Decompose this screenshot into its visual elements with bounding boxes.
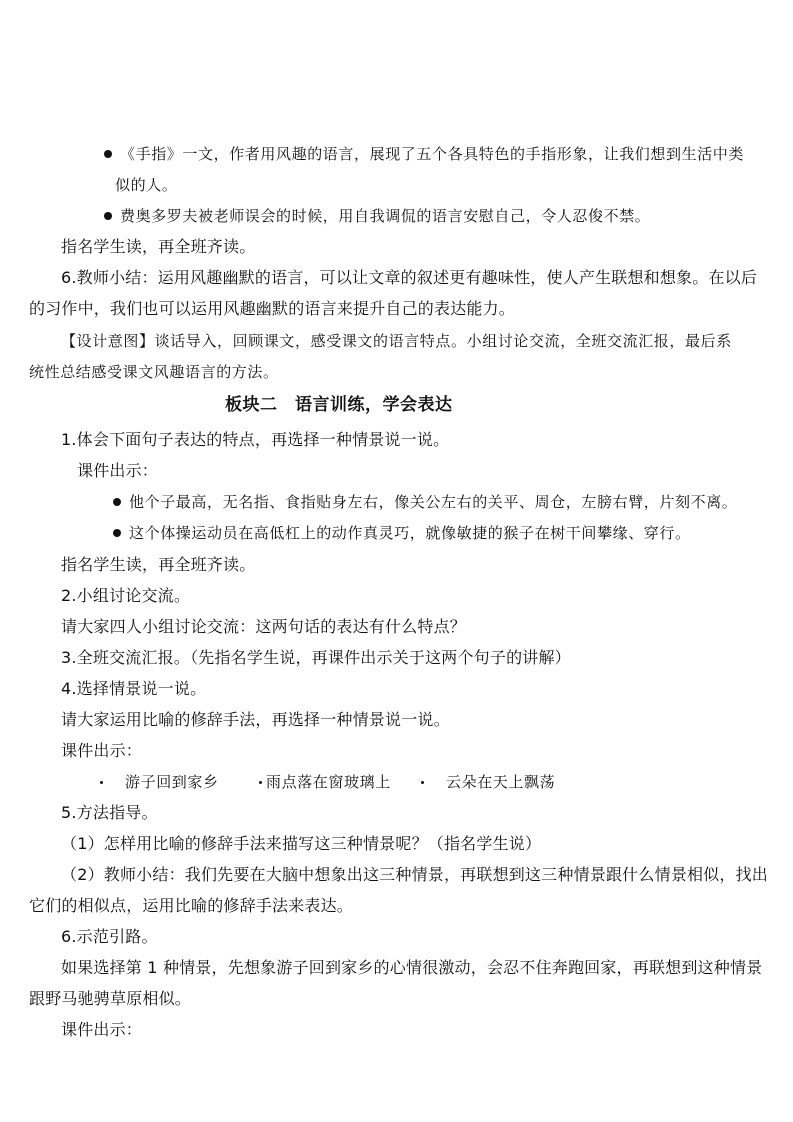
scene-text: 游子回到家乡 — [125, 773, 219, 791]
bullet-text: 《手指》一文，作者用风趣的语言，展现了五个各具特色的手指形象，让我们想到生活中类 — [120, 145, 745, 163]
bullet-item — [104, 204, 650, 228]
paragraph: 6.教师小结：运用风趣幽默的语言，可以让文章的叙述更有趣味性，使人产生联想和想象。在以后 — [61, 268, 758, 287]
design-intent-continuation: 统性总结感受课文风趣语言的方法。 — [29, 363, 279, 381]
paragraph-continuation: 跟野马驰骋草原相似。 — [29, 989, 192, 1008]
paragraph-continuation: 的习作中，我们也可以运用风趣幽默的语言来提升自己的表达能力。 — [29, 299, 516, 318]
paragraph: 6.示范引路。 — [61, 927, 158, 946]
paragraph: 如果选择第 1 种情景，先想象游子回到家乡的心情很激动，会忍不住奔跑回家，再联想到这种情景 — [61, 958, 763, 977]
scene-item — [259, 770, 391, 794]
paragraph: 课件出示： — [77, 461, 159, 480]
dot-icon — [100, 781, 103, 784]
scene-text: 云朵在天上飘荡 — [446, 773, 556, 791]
bullet-dot-icon — [113, 529, 121, 537]
paragraph-continuation: 它们的相似点，运用比喻的修辞手法来表达。 — [29, 896, 354, 915]
bullet-text: 这个体操运动员在高低杠上的动作真灵巧，就像敏捷的猴子在树干间攀缘、穿行。 — [129, 524, 691, 542]
dot-icon — [259, 781, 262, 784]
bullet-dot-icon — [104, 212, 112, 220]
paragraph: 请大家四人小组讨论交流：这两句话的表达有什么特点？ — [61, 617, 467, 636]
scene-item — [421, 770, 555, 794]
bullet-dot-icon — [113, 498, 121, 506]
section-title: 板块二 语言训练，学会表达 — [225, 395, 453, 415]
paragraph: 5.方法指导。 — [61, 803, 158, 822]
bullet-item — [113, 521, 691, 545]
paragraph: 课件出示： — [61, 741, 143, 760]
paragraph: （1）怎样用比喻的修辞手法来描写这三种情景呢？（指名学生说） — [61, 834, 542, 853]
bullet-dot-icon — [104, 150, 112, 158]
paragraph: 指名学生读，再全班齐读。 — [61, 555, 256, 574]
paragraph: 请大家运用比喻的修辞手法，再选择一种情景说一说。 — [61, 710, 450, 729]
scene-item — [100, 770, 219, 794]
paragraph: 2.小组讨论交流。 — [61, 586, 191, 605]
paragraph: 课件出示： — [61, 1020, 143, 1039]
bullet-item — [104, 142, 744, 166]
paragraph: 1.体会下面句子表达的特点，再选择一种情景说一说。 — [61, 430, 450, 449]
paragraph: 3.全班交流汇报。（先指名学生说，再课件出示关于这两个句子的讲解） — [61, 648, 571, 667]
design-intent: 【设计意图】谈话导入，回顾课文，感受课文的语言特点。小组讨论交流，全班交流汇报，最后系 — [61, 332, 732, 350]
paragraph: （2）教师小结：我们先要在大脑中想象出这三种情景，再联想到这三种情景跟什么情景相似，找出 — [61, 865, 768, 884]
paragraph: 4.选择情景说一说。 — [61, 679, 207, 698]
bullet-text: 他个子最高，无名指、食指贴身左右，像关公左右的关平、周仓，左膀右臂，片刻不离。 — [129, 493, 738, 511]
bullet-text-continuation: 似的人。 — [115, 176, 178, 194]
dot-icon — [421, 781, 424, 784]
bullet-item — [113, 490, 737, 514]
scene-text: 雨点落在窗玻璃上 — [266, 773, 391, 791]
paragraph: 指名学生读，再全班齐读。 — [61, 237, 256, 256]
bullet-text: 费奥多罗夫被老师误会的时候，用自我调侃的语言安慰自己，令人忍俊不禁。 — [120, 207, 651, 225]
